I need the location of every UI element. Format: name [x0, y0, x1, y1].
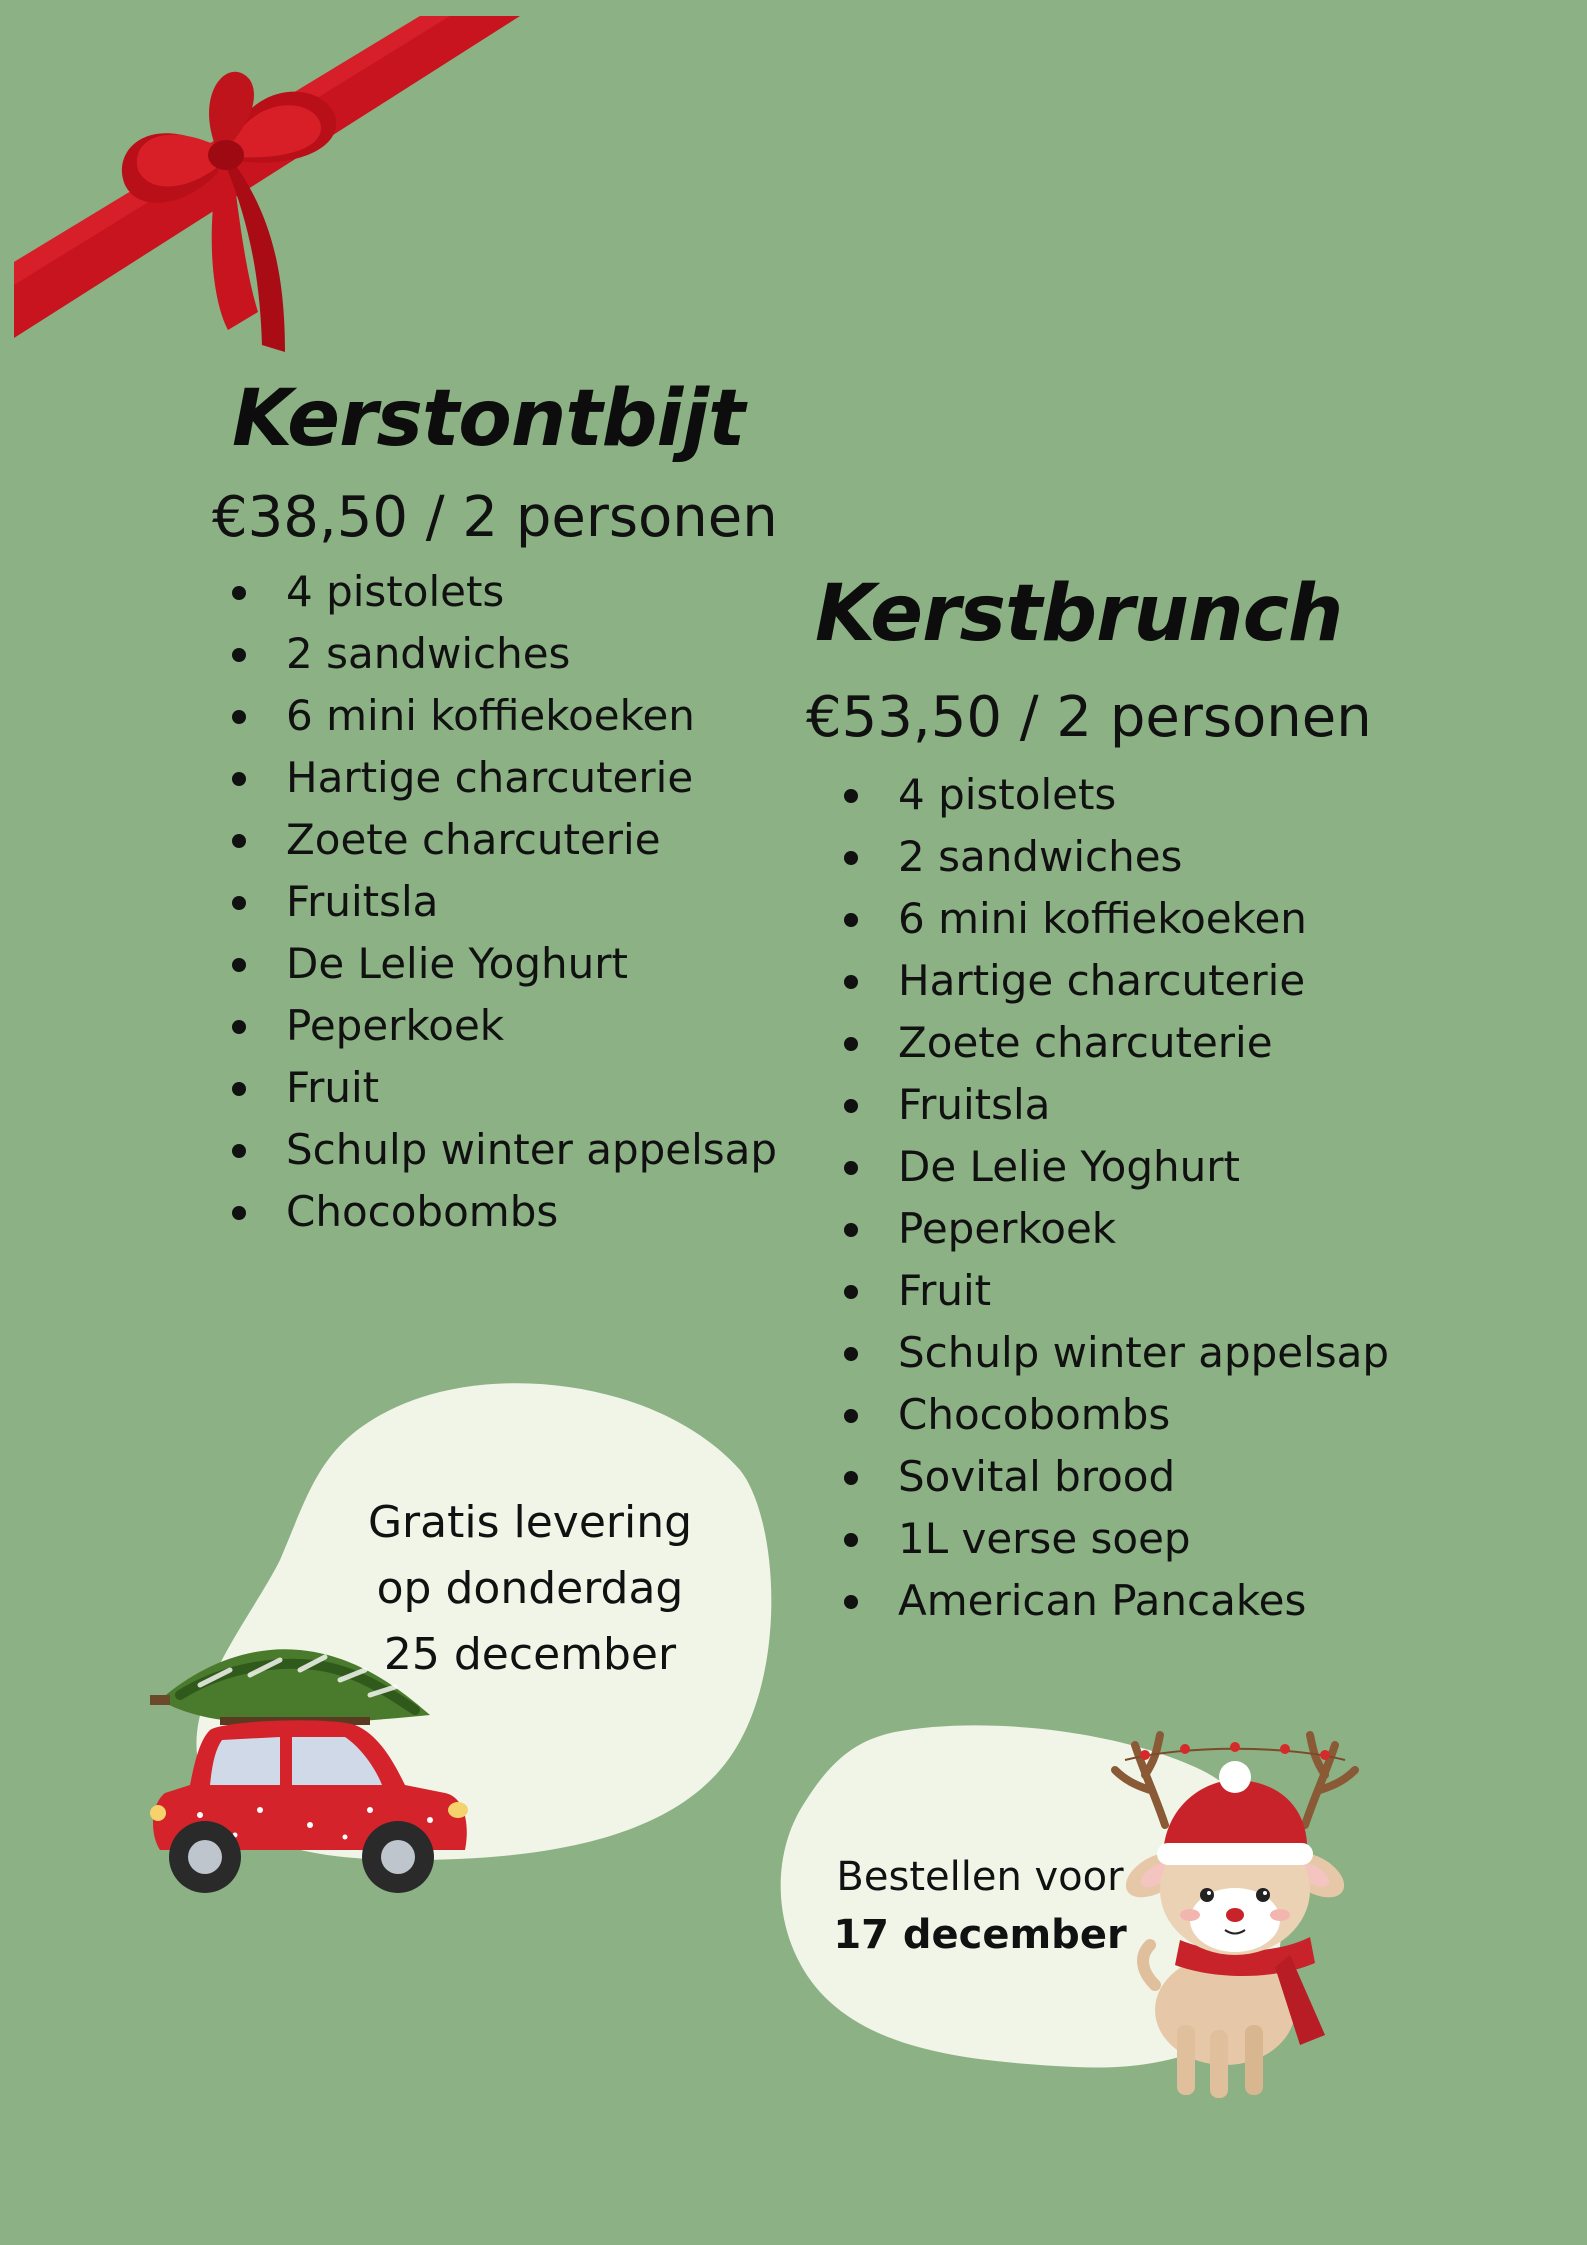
list-item: Fruit: [226, 1057, 777, 1119]
brunch-item-list: [838, 764, 1389, 1632]
list-item: Fruit: [838, 1260, 1389, 1322]
breakfast-item-list: [226, 561, 777, 1243]
list-item: 2 sandwiches: [838, 826, 1389, 888]
car-with-tree-icon: [140, 1625, 480, 1915]
reindeer-icon: [1085, 1705, 1385, 2105]
delivery-line-3: 25 december: [383, 1629, 677, 1680]
list-item: 2 sandwiches: [226, 623, 777, 685]
list-item: De Lelie Yoghurt: [226, 933, 777, 995]
list-item: Hartige charcuterie: [838, 950, 1389, 1012]
brunch-price: €53,50 / 2 personen: [806, 685, 1372, 750]
list-item: American Pancakes: [838, 1570, 1389, 1632]
list-item: 4 pistolets: [226, 561, 777, 623]
list-item: 6 mini koffiekoeken: [838, 888, 1389, 950]
list-item: Zoete charcuterie: [838, 1012, 1389, 1074]
breakfast-title: Kerstontbijt: [232, 374, 745, 464]
list-item: 6 mini koffiekoeken: [226, 685, 777, 747]
order-line-1: Bestellen voor: [836, 1854, 1124, 1900]
list-item: Hartige charcuterie: [226, 747, 777, 809]
list-item: 1L verse soep: [838, 1508, 1389, 1570]
list-item: Schulp winter appelsap: [226, 1119, 777, 1181]
list-item: Fruitsla: [838, 1074, 1389, 1136]
delivery-line-1: Gratis levering: [367, 1497, 693, 1548]
list-item: Schulp winter appelsap: [838, 1322, 1389, 1384]
list-item: 4 pistolets: [838, 764, 1389, 826]
list-item: De Lelie Yoghurt: [838, 1136, 1389, 1198]
breakfast-price: €38,50 / 2 personen: [212, 485, 778, 550]
delivery-line-2: op donderdag: [376, 1563, 684, 1614]
list-item: Peperkoek: [838, 1198, 1389, 1260]
order-deadline: 17 december: [833, 1912, 1127, 1958]
ribbon-bow-icon: [0, 0, 520, 360]
list-item: Chocobombs: [838, 1384, 1389, 1446]
list-item: Fruitsla: [226, 871, 777, 933]
list-item: Peperkoek: [226, 995, 777, 1057]
brunch-title: Kerstbrunch: [815, 569, 1343, 659]
list-item: Zoete charcuterie: [226, 809, 777, 871]
list-item: Sovital brood: [838, 1446, 1389, 1508]
list-item: Chocobombs: [226, 1181, 777, 1243]
